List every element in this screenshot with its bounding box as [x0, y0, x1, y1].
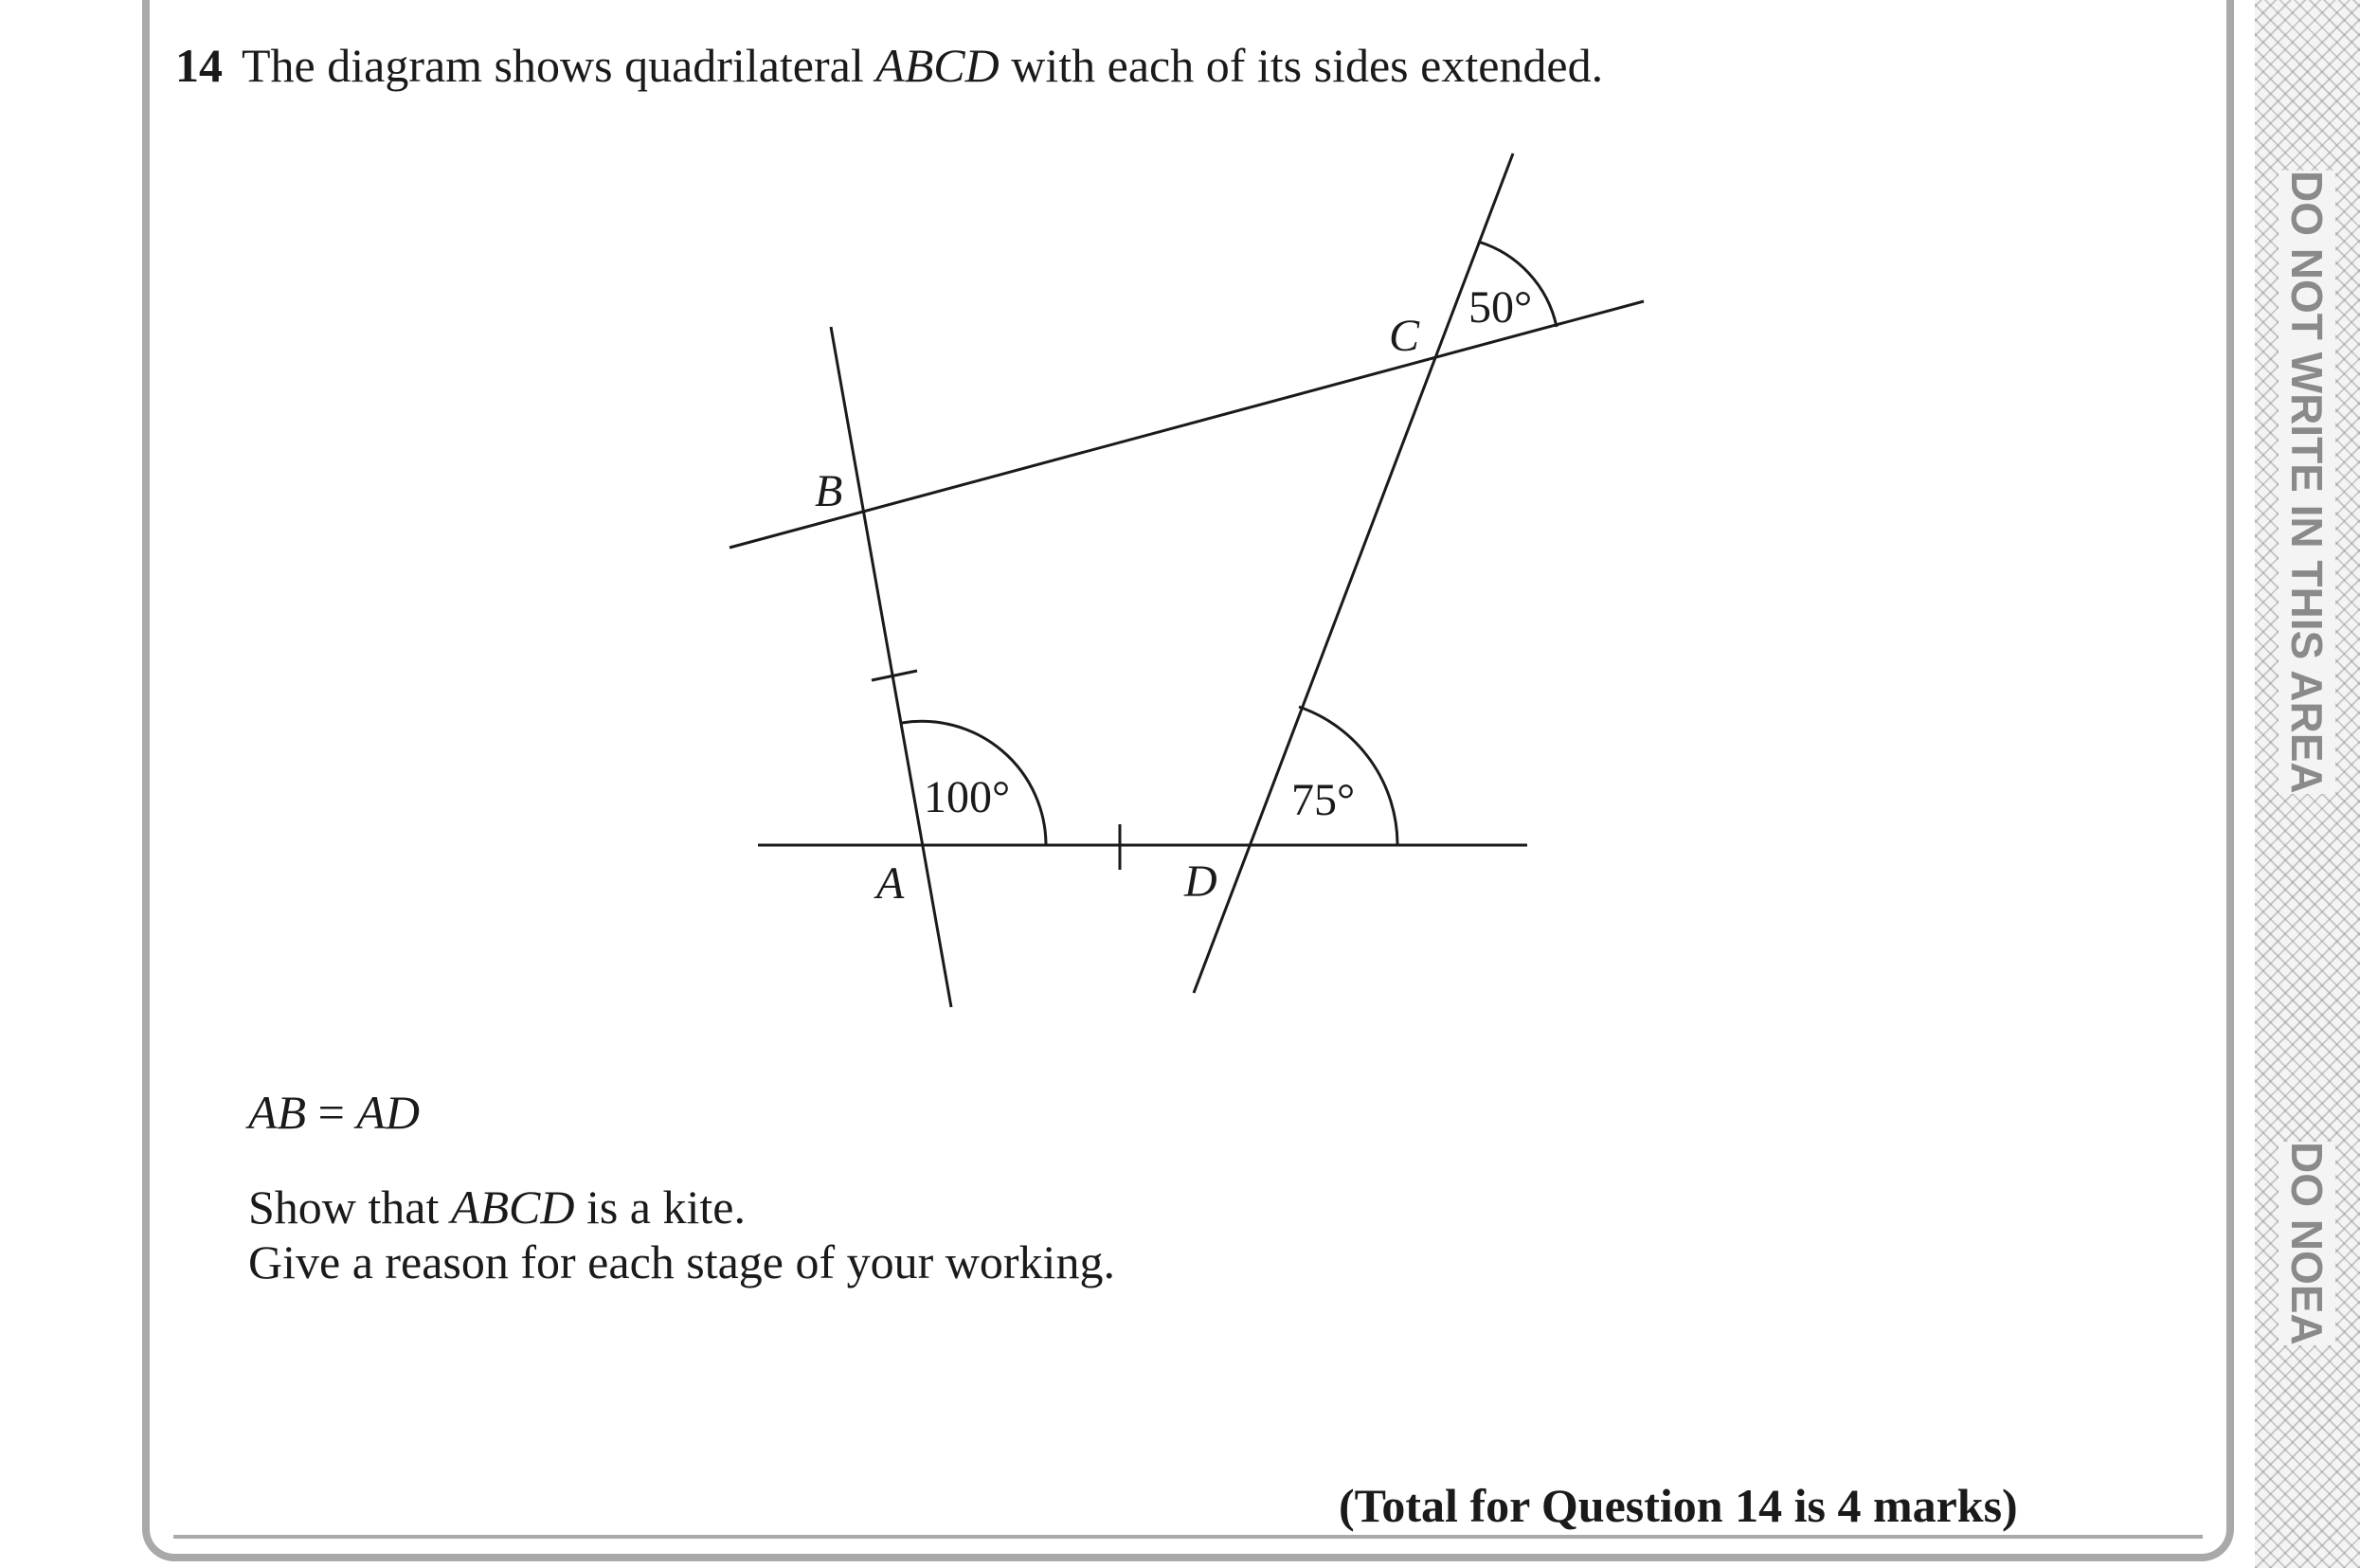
margin-warning-top: DO NOT WRITE IN THIS AREA [2279, 171, 2335, 794]
given-statement [248, 1085, 420, 1140]
instruction-line-1 [248, 1180, 1115, 1235]
statement-right: AD [356, 1086, 420, 1139]
statement-equals: = [306, 1086, 357, 1139]
instruction-line-1-after: is a kite. [574, 1181, 746, 1234]
question-text-before: The diagram shows quadrilateral [242, 39, 876, 92]
line-cd-extended [1194, 153, 1513, 993]
instruction-line-1-shape: ABCD [450, 1181, 575, 1234]
angle-label-c: 50° [1468, 282, 1533, 333]
total-marks: (Total for Question 14 is 4 marks) [1339, 1479, 2018, 1532]
vertex-label-a: A [876, 858, 905, 909]
question-shape-name: ABCD [875, 39, 1000, 92]
vertex-label-c: C [1389, 311, 1420, 361]
vertex-label-d: D [1184, 856, 1217, 907]
instructions [248, 1180, 1115, 1289]
instruction-line-2: Give a reason for each stage of your working. [248, 1235, 1115, 1289]
instruction-line-1-before: Show that [248, 1181, 451, 1234]
margin-warning-bottom: DO NOEA [2279, 1142, 2335, 1345]
vertex-label-b: B [815, 466, 843, 516]
question-number: 14 [175, 39, 223, 92]
angle-label-d: 75° [1291, 775, 1356, 825]
statement-left: AB [248, 1086, 307, 1139]
line-bc-extended [730, 301, 1644, 548]
question-text-after: with each of its sides extended. [999, 39, 1604, 92]
angle-label-a: 100° [924, 772, 1011, 822]
